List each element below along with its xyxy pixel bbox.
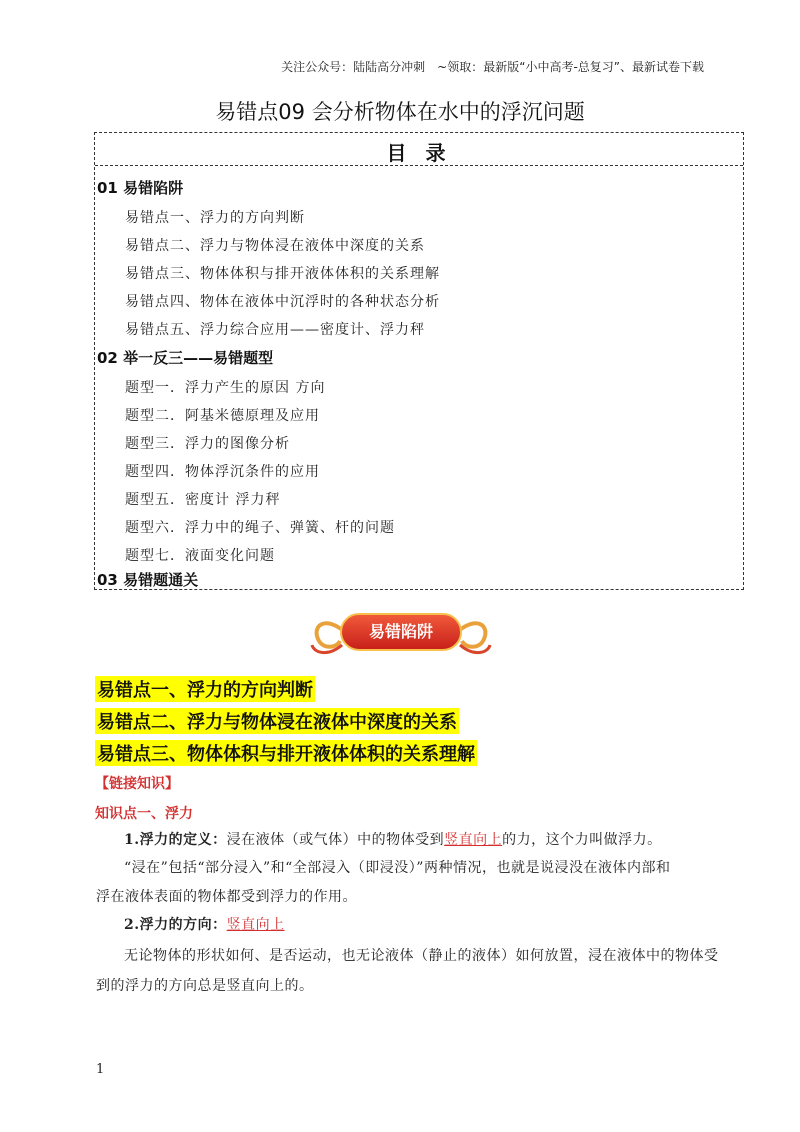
toc-section-2[interactable]: 02 举一反三——易错题型 [97,349,274,367]
paragraph-line: “浸在”包括“部分浸入”和“全部浸入（即浸没）”两种情况，也就是说浸没在液体内部和 [124,860,671,876]
link-knowledge-label: 【链接知识】 [95,776,179,792]
definition-2-label: 2.浮力的方向： [124,917,227,933]
toc-item[interactable]: 易错点五、浮力综合应用——密度计、浮力秤 [125,322,425,338]
toc-item[interactable]: 易错点二、浮力与物体浸在液体中深度的关系 [125,238,425,254]
toc-section-1[interactable]: 01 易错陷阱 [97,179,184,197]
toc-item[interactable]: 题型三．浮力的图像分析 [125,436,290,452]
page-number: 1 [96,1062,105,1077]
highlight-heading-2: 易错点二、浮力与物体浸在液体中深度的关系 [95,708,459,734]
highlight-heading-3: 易错点三、物体体积与排开液体体积的关系理解 [95,740,477,766]
paragraph-line: 到的浮力的方向总是竖直向上的。 [96,978,314,994]
definition-1-text: 浸在液体（或气体）中的物体受到 [226,832,445,848]
definition-1-underlined: 竖直向上 [444,832,503,848]
definition-1-text-end: 的力，这个力叫做浮力。 [502,832,662,848]
definition-2 [124,914,285,934]
toc-item[interactable]: 题型四．物体浮沉条件的应用 [125,464,320,480]
knowledge-point-heading: 知识点一、浮力 [95,806,193,822]
toc-item[interactable]: 题型七．液面变化问题 [125,548,275,564]
toc-heading: 目 录 [386,141,452,165]
toc-item[interactable]: 易错点一、浮力的方向判断 [125,210,305,226]
toc-item[interactable]: 易错点三、物体体积与排开液体体积的关系理解 [125,266,440,282]
toc-item[interactable]: 题型二．阿基米德原理及应用 [125,408,320,424]
highlight-heading-1: 易错点一、浮力的方向判断 [95,676,315,702]
definition-1 [124,829,662,849]
toc-divider [95,165,743,166]
header-note: 关注公众号：陆陆高分冲刺 ~领取：最新版“小中高考-总复习”、最新试卷下载 [281,60,704,74]
toc-item[interactable]: 题型一．浮力产生的原因 方向 [125,380,326,396]
toc-item[interactable]: 题型六．浮力中的绳子、弹簧、杆的问题 [125,520,395,536]
toc-item[interactable]: 易错点四、物体在液体中沉浮时的各种状态分析 [125,294,440,310]
definition-1-label: 1.浮力的定义： [124,832,227,848]
banner-label: 易错陷阱 [340,613,462,651]
table-of-contents [94,132,744,590]
paragraph-line: 无论物体的形状如何、是否运动，也无论液体（静止的液体）如何放置，浸在液体中的物体受 [124,948,719,964]
toc-section-3[interactable]: 03 易错题通关 [97,571,199,589]
section-banner [306,605,496,663]
paragraph-line: 浮在液体表面的物体都受到浮力的作用。 [96,889,357,905]
toc-item[interactable]: 题型五．密度计 浮力秤 [125,492,281,508]
definition-2-underlined: 竖直向上 [226,917,285,933]
page-title: 易错点09 会分析物体在水中的浮沉问题 [215,100,585,124]
